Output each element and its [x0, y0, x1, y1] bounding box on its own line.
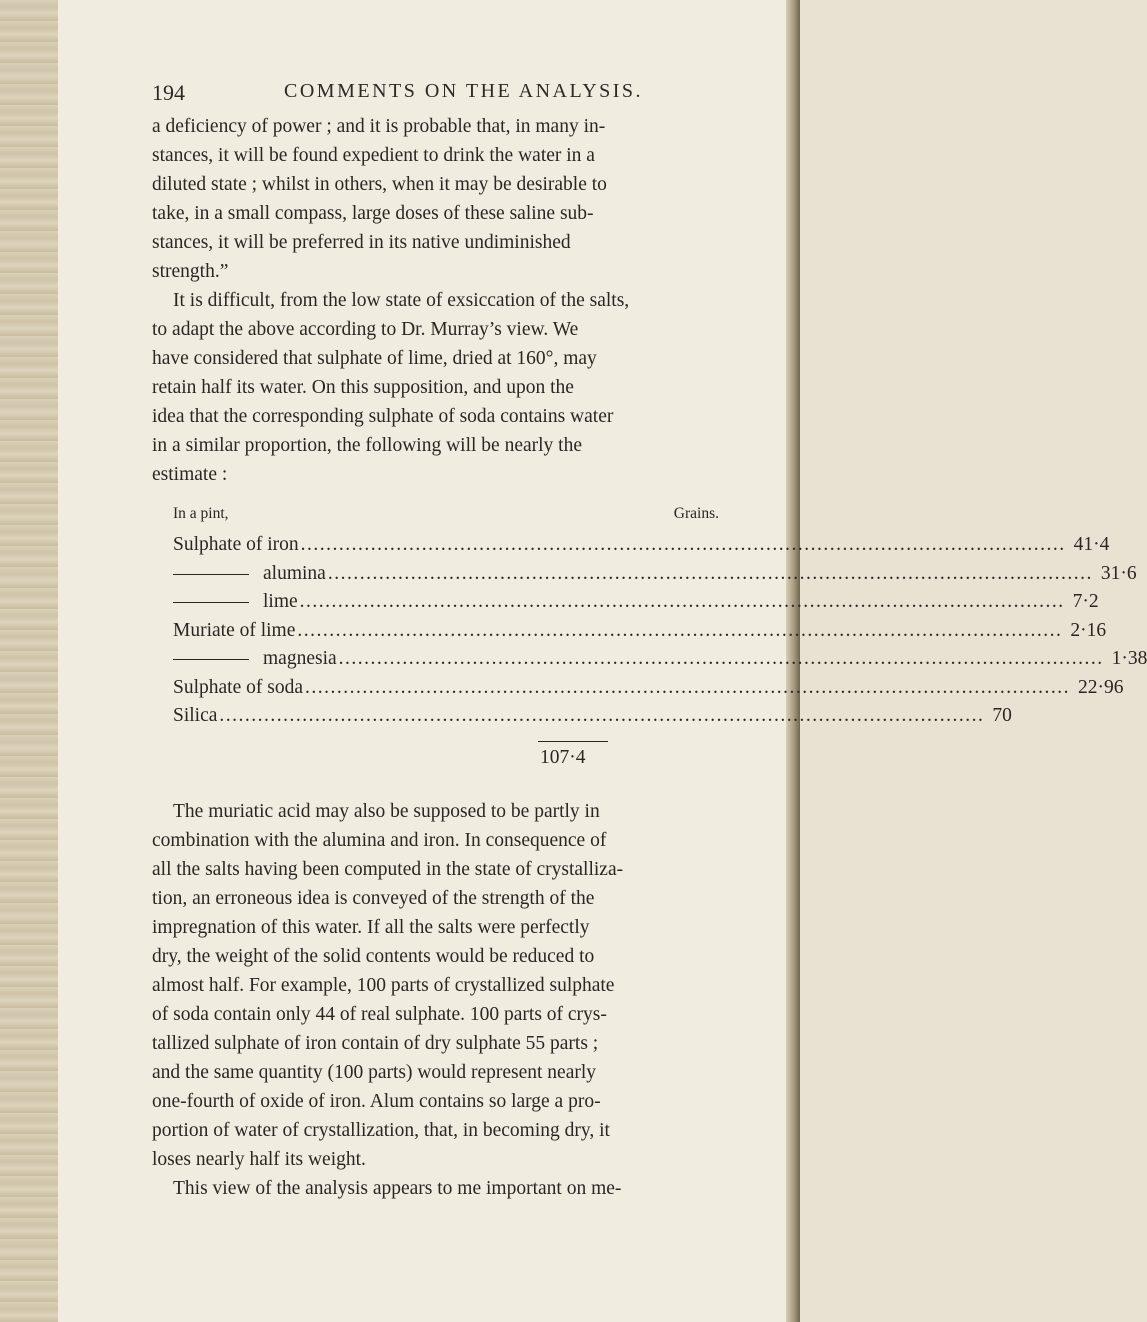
row-value: 1·38 — [1111, 648, 1147, 669]
text-line: idea that the corresponding sulphate of soda contains water — [152, 406, 614, 427]
table-row — [173, 588, 1099, 617]
row-value: 2·16 — [1070, 619, 1107, 641]
table-row — [173, 617, 1107, 646]
row-label — [173, 674, 303, 703]
table-row — [173, 560, 1137, 589]
page-number: 194 — [152, 80, 185, 105]
column-header-quantity: In a pint, — [173, 505, 229, 522]
running-title: COMMENTS ON THE ANALYSIS. — [284, 80, 644, 102]
intro-paragraph — [152, 112, 767, 286]
paragraph-exsiccation — [152, 286, 767, 489]
row-value: 41·4 — [1073, 534, 1110, 555]
paragraph-view — [152, 1174, 767, 1203]
text-line: combination with the alumina and iron. In consequence of — [152, 830, 607, 851]
table-row — [173, 674, 1124, 703]
text-line: This view of the analysis appears to me important on me- — [173, 1178, 622, 1199]
table-total: 107·4 — [540, 747, 586, 768]
row-label — [173, 702, 217, 731]
table-row — [173, 702, 1012, 731]
row-value: 31·6 — [1100, 562, 1137, 584]
text-line: diluted state ; whilst in others, when it may be desirable to — [152, 174, 607, 195]
column-header-grains: Grains. — [673, 505, 719, 522]
total-rule — [538, 741, 608, 742]
table-row — [173, 531, 1110, 560]
text-line: almost half. For example, 100 parts of crystallized sulphate — [152, 975, 615, 996]
text-line: estimate : — [152, 464, 228, 485]
row-label — [173, 588, 298, 617]
row-label-text: alumina — [263, 562, 326, 584]
row-label — [173, 617, 295, 646]
text-line: portion of water of crystallization, that, in becoming dry, it — [152, 1120, 610, 1141]
text-line: The muriatic acid may also be supposed to be partly in — [173, 801, 600, 822]
composition-table — [173, 505, 1147, 731]
row-value: 70 — [992, 705, 1012, 726]
text-line: a deficiency of power ; and it is probable that, in many in- — [152, 116, 606, 137]
row-value: 7·2 — [1072, 591, 1099, 612]
leader-dots: ........................................................................................................................ — [327, 562, 1093, 584]
row-label-text: magnesia — [263, 648, 337, 669]
text-line: impregnation of this water. If all the salts were perfectly — [152, 917, 590, 938]
leader-dots: ........................................................................................................................ — [219, 705, 985, 726]
row-label-text: Silica — [173, 705, 218, 726]
text-line: take, in a small compass, large doses of these saline sub- — [152, 203, 594, 224]
text-line: all the salts having been computed in the state of crystalliza- — [152, 859, 624, 880]
row-label-text: lime — [263, 591, 298, 612]
ditto-dash — [173, 574, 249, 575]
table-header — [173, 505, 719, 531]
row-value: 22·96 — [1077, 676, 1124, 698]
text-line: tallized sulphate of iron contain of dry sulphate 55 parts ; — [152, 1033, 599, 1054]
text-line: stances, it will be preferred in its native undiminished — [152, 232, 571, 253]
text-line: to adapt the above according to Dr. Murray’s view. We — [152, 319, 579, 340]
table-row — [173, 645, 1147, 674]
leader-dots: ........................................................................................................................ — [299, 591, 1065, 612]
leader-dots: ........................................................................................................................ — [338, 648, 1104, 669]
paragraph-muriatic — [152, 797, 767, 1174]
text-line: have considered that sulphate of lime, dried at 160°, may — [152, 348, 597, 369]
text-line: stances, it will be found expedient to drink the water in a — [152, 145, 595, 166]
row-label-text: Sulphate of soda — [173, 676, 303, 698]
text-line: tion, an erroneous idea is conveyed of the strength of the — [152, 888, 595, 909]
text-line: It is difficult, from the low state of exsiccation of the salts, — [173, 290, 630, 311]
leader-dots: ........................................................................................................................ — [297, 619, 1063, 641]
row-label — [173, 645, 337, 674]
text-line: strength.” — [152, 261, 229, 282]
text-line: one-fourth of oxide of iron. Alum contains so large a pro- — [152, 1091, 601, 1112]
text-line: in a similar proportion, the following will be nearly the — [152, 435, 582, 456]
text-line: loses nearly half its weight. — [152, 1149, 366, 1170]
text-line: of soda contain only 44 of real sulphate. 100 parts of crys- — [152, 1004, 607, 1025]
text-line: retain half its water. On this supposition, and upon the — [152, 377, 574, 398]
text-line: and the same quantity (100 parts) would represent nearly — [152, 1062, 597, 1083]
text-line: dry, the weight of the solid contents would be reduced to — [152, 946, 595, 967]
row-label-text: Sulphate of iron — [173, 534, 299, 555]
ditto-dash — [173, 602, 249, 603]
row-label — [173, 560, 326, 589]
leader-dots: ........................................................................................................................ — [300, 534, 1066, 555]
ditto-dash — [173, 659, 249, 660]
leader-dots: ........................................................................................................................ — [304, 676, 1070, 698]
scan-left-edge — [0, 0, 59, 1322]
row-label — [173, 531, 299, 560]
row-label-text: Muriate of lime — [173, 619, 296, 641]
